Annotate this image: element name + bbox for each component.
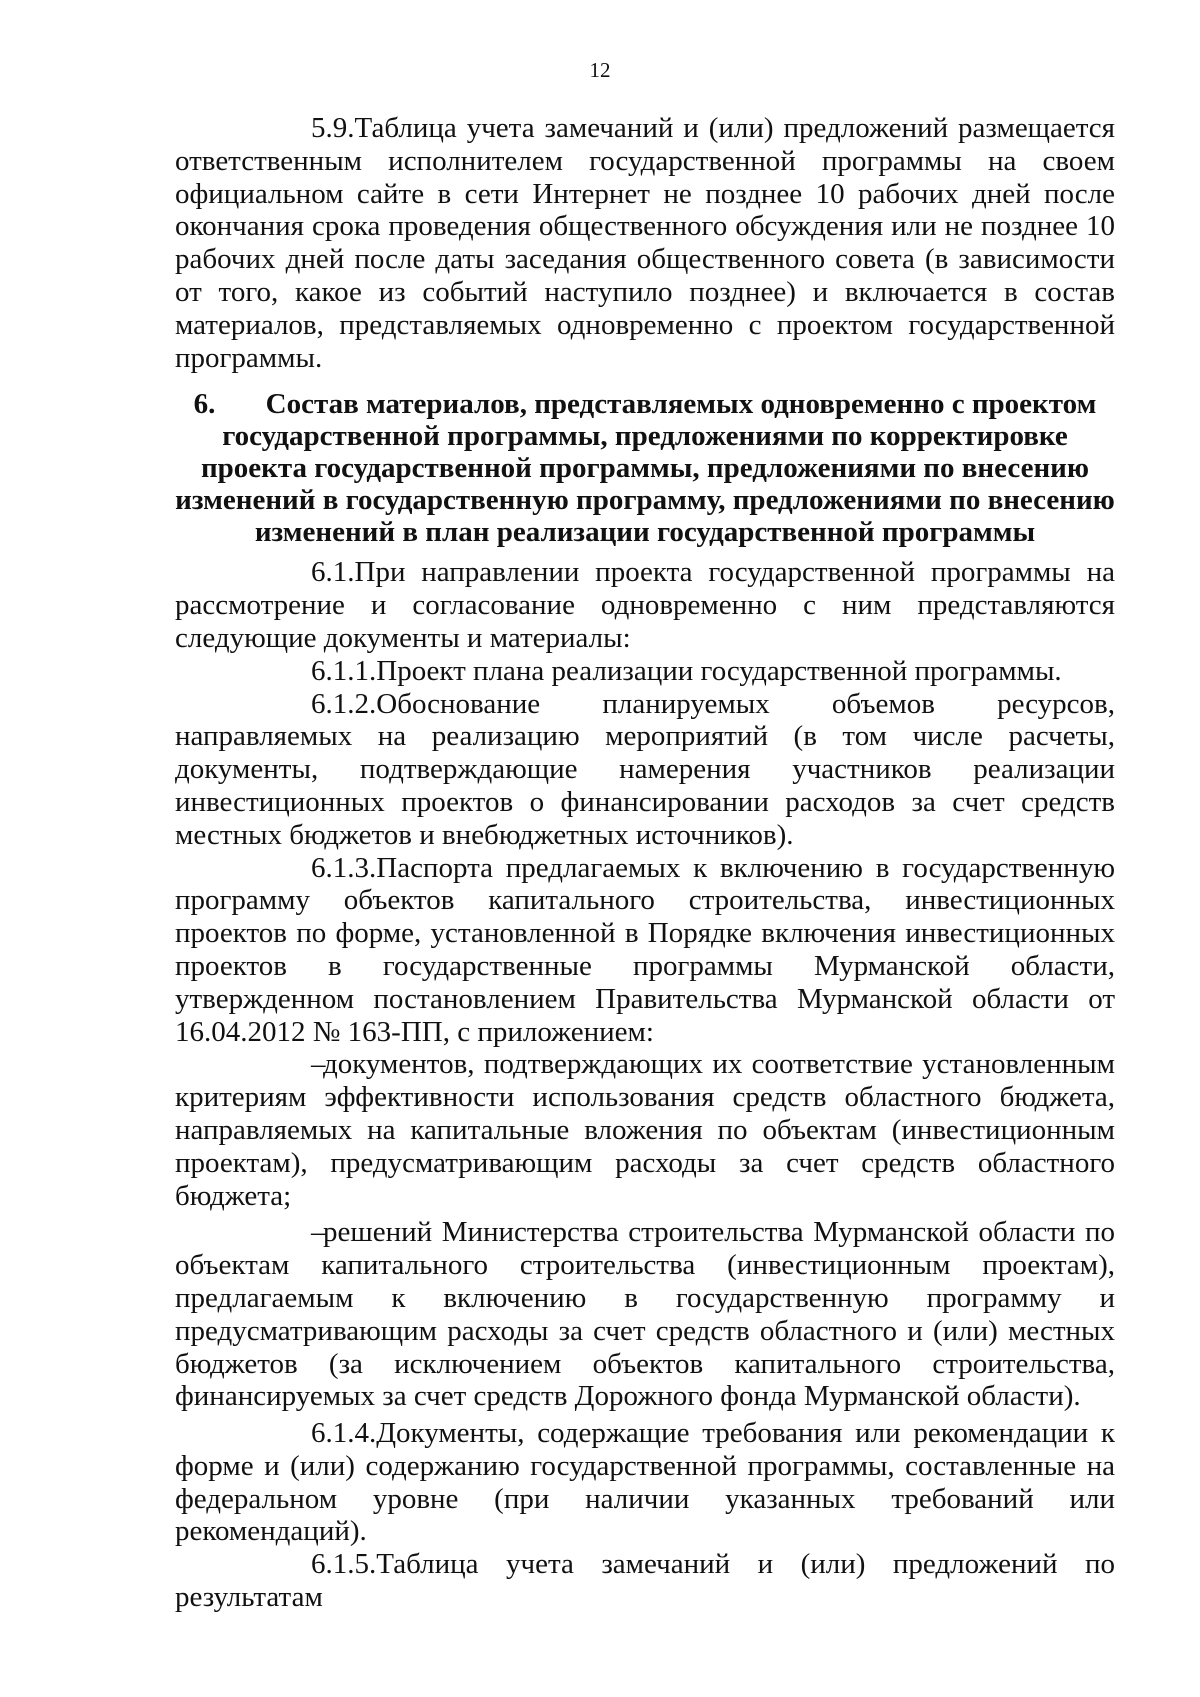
list-item-dash-2 — [175, 1216, 1115, 1413]
paragraph-text: Документы, содержащие требования или рекомендации к форме и (или) содержанию государственной программы, составленные на федеральном уровне (при наличии указанных требований или рекомендаций). — [175, 1417, 1115, 1548]
paragraph-number: 6.1.3. — [311, 851, 377, 884]
document-body — [175, 112, 1115, 1614]
paragraph-number: 6.1.2. — [311, 687, 377, 720]
paragraph-5-9 — [175, 112, 1115, 374]
list-item-dash-1 — [175, 1048, 1115, 1212]
paragraph-6-1-5 — [175, 1548, 1115, 1614]
paragraph-text: Проект плана реализации государственной программы. — [376, 654, 1062, 687]
paragraph-6-1-2 — [175, 688, 1115, 852]
paragraph-6-1-4 — [175, 1417, 1115, 1548]
section-number: 6. — [193, 388, 216, 421]
paragraph-6-1 — [175, 556, 1115, 654]
section-title: Состав материалов, представляемых одновременно с проектом государственной программы, предложениями по корректировке проекта государственной программы, предложениями по внесению изменений в государственную программу, предложениями по внесению изменений в план реализации государственной программы — [175, 388, 1115, 549]
paragraph-number: 5.9. — [311, 112, 355, 144]
paragraph-text: Таблица учета замечаний и (или) предложений размещается ответственным исполнителем государственной программы на своем официальном сайте в сети Интернет не позднее 10 рабочих дней после окончания срока проведения общественного обсуждения или не позднее 10 рабочих дней после даты заседания общественного совета (в зависимости от того, какое из событий наступило позднее) и включается в состав материалов, представляемых одновременно с проектом государственной программы. — [175, 112, 1115, 374]
paragraph-number: 6.1. — [311, 556, 355, 589]
paragraph-number: 6.1.5. — [311, 1548, 377, 1581]
paragraph-number: 6.1.4. — [311, 1417, 377, 1450]
paragraph-6-1-1 — [175, 655, 1115, 688]
dash-marker: – — [311, 1216, 326, 1249]
page-number: 12 — [589, 58, 611, 82]
list-item-text: решений Министерства строительства Мурманской области по объектам капитального строительства (инвестиционным проектам), предлагаемым к включению в государственную программу и предусматривающим расходы за счет средств областного и (или) местных бюджетов (за исключением объектов капитального строительства, финансируемых за счет средств Дорожного фонда Мурманской области). — [175, 1216, 1115, 1413]
dash-marker: – — [311, 1048, 326, 1081]
paragraph-6-1-3 — [175, 852, 1115, 1049]
list-item-text: документов, подтверждающих их соответствие установленным критериям эффективности использования средств областного бюджета, направляемых на капитальные вложения по объектам (инвестиционным проектам), предусматривающим расходы за счет средств областного бюджета; — [175, 1048, 1115, 1212]
paragraph-number: 6.1.1. — [311, 654, 377, 687]
paragraph-text: При направлении проекта государственной программы на рассмотрение и согласование одновременно с ним представляются следующие документы и материалы: — [175, 556, 1115, 654]
paragraph-text: Таблица учета замечаний и (или) предложений по результатам — [175, 1548, 1115, 1614]
section-6-heading — [175, 388, 1115, 548]
paragraph-text: Обоснование планируемых объемов ресурсов, направляемых на реализацию мероприятий (в том числе расчеты, документы, подтверждающие намерения участников реализации инвестиционных проектов о финансировании расходов за счет средств местных бюджетов и внебюджетных источников). — [175, 687, 1115, 851]
paragraph-text: Паспорта предлагаемых к включению в государственную программу объектов капитального строительства, инвестиционных проектов по форме, установленной в Порядке включения инвестиционных проектов в государственные программы Мурманской области, утвержденном постановлением Правительства Мурманской области от 16.04.2012 № 163-ПП, с приложением: — [175, 851, 1115, 1048]
